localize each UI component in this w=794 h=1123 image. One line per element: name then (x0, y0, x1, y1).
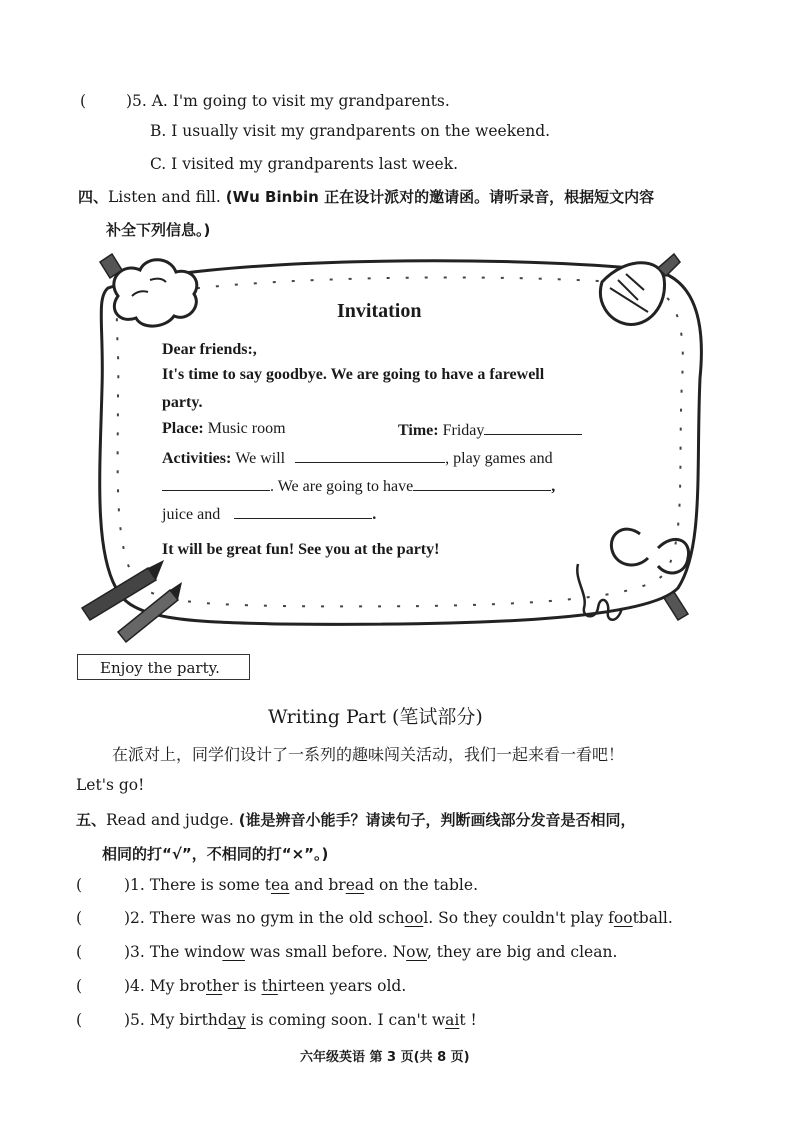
cloud-icon (114, 260, 197, 326)
judge-item-4: ( )4. My brother is thirteen years old. (76, 977, 407, 995)
answer-paren: ( (80, 92, 87, 110)
activity-blank-1[interactable] (295, 448, 445, 463)
food-blank-1[interactable] (413, 476, 551, 491)
food-blank-2[interactable] (234, 504, 372, 519)
invitation-greeting: Dear friends:, (162, 341, 257, 358)
judge-item-1: ( )1. There is some tea and bread on the table. (76, 876, 478, 894)
writing-intro-line-1: 在派对上，同学们设计了一系列的趣味闯关活动，我们一起来看一看吧！ (112, 745, 625, 764)
invitation-title: Invitation (337, 300, 422, 322)
section-4-instr-line2: 补全下列信息。) (106, 221, 211, 239)
invitation-closing: It will be great fun! See you at the party! (162, 541, 440, 558)
question-5: ( )5. A. I'm going to visit my grandparents. (80, 92, 450, 110)
enjoy-the-party-box: Enjoy the party. (77, 654, 250, 680)
time-row: Time: Friday (398, 420, 582, 440)
leaf-icon (600, 254, 680, 324)
option-c: C. I visited my grandparents last week. (150, 155, 459, 173)
option-b: B. I usually visit my grandparents on the weekend. (150, 122, 551, 140)
judge-item-3: ( )3. The window was small before. Now, they are big and clean. (76, 943, 618, 961)
page-footer: 六年级英语 第 3 页(共 8 页) (300, 1050, 470, 1065)
section-4-heading: 四、Listen and fill. (Wu Binbin 正在设计派对的邀请函。请听录音，根据短文内容 (78, 188, 655, 206)
section-5-heading: 五、Read and judge. (谁是辨音小能手？请读句子，判断画线部分发音是否相同， (76, 811, 636, 829)
section-5-instr-line2: 相同的打“√”，不相同的打“×”。) (102, 845, 329, 863)
time-blank[interactable] (484, 420, 582, 435)
writing-part-title: Writing Part (笔试部分) (268, 706, 483, 728)
crayons-icon (82, 560, 182, 642)
activities-row-2: . We are going to have , (162, 476, 555, 496)
activities-row: Activities: We will , play games and (162, 450, 553, 467)
place-row: Place: Music room (162, 420, 286, 437)
judge-item-2: ( )2. There was no gym in the old school. So they couldn't play football. (76, 909, 673, 927)
option-a: A. I'm going to visit my grandparents. (151, 92, 450, 110)
invitation-line-1: It's time to say goodbye. We are going to have a farewell (162, 366, 545, 383)
activity-blank-2[interactable] (162, 476, 270, 491)
judge-item-5: ( )5. My birthday is coming soon. I can't wait ! (76, 1011, 477, 1029)
invitation-line-2: party. (162, 394, 203, 411)
juice-row: juice and . (162, 506, 377, 523)
writing-intro-line-2: Let's go! (76, 776, 145, 794)
